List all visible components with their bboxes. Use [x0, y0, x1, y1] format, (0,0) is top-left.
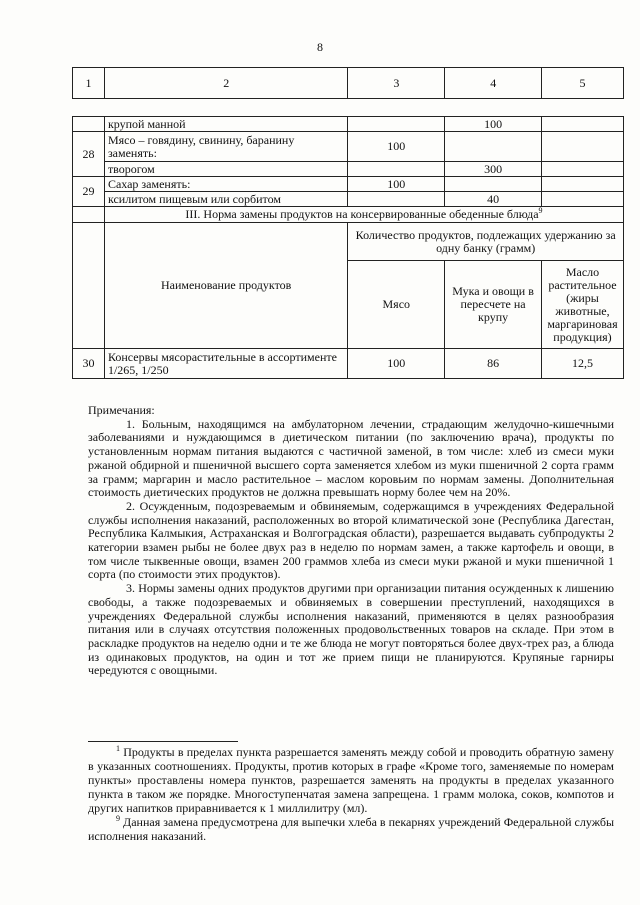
footnote: $^9$ Данная замена предусмотрена для выпечки хлеба в пекарнях учреждений Федеральной службы исполнения наказаний. — [88, 814, 615, 843]
header-table — [72, 67, 624, 99]
product-name: ксилитом пищевым или сорбитом — [104, 192, 347, 207]
product-name: Сахар заменять: — [104, 177, 347, 192]
col-header-meat: Мясо — [348, 261, 445, 349]
footnote-divider — [88, 741, 238, 742]
section-row — [73, 207, 624, 223]
product-name: Мясо – говядину, свинину, баранину заменять: — [104, 132, 347, 162]
value-cell: 300 — [445, 162, 542, 177]
replacement-table — [72, 116, 624, 379]
header-col-3: 3 — [348, 68, 445, 99]
note-paragraph: 2. Осужденным, подозреваемым и обвиняемым, содержащимся в учреждениях Федеральной службы исполнения наказаний, расположенных во второй климатической зоне (Республика Дагестан, Республика Калмыкия, Астраханская и Волгоградская области), разрешается выдавать субпродукты 2 категории взамен рыбы не более двух раз в неделю по нормам замен, а также картофель и овощи, в том числе тыквенные овощи, взамен 200 граммов хлеба из смеси муки ржаной и муки пшеничной 1 сорта (по стоимости этих продуктов). — [88, 498, 614, 582]
table-row — [73, 132, 624, 162]
value-cell: 86 — [445, 349, 542, 379]
table-row — [73, 117, 624, 132]
page-number: 8 — [317, 40, 323, 54]
value-cell: 100 — [445, 117, 542, 132]
product-name: Консервы мясорастительные в ассортименте 1/265, 1/250 — [104, 349, 347, 379]
col-header-oil: Масло растительное (жиры животные, маргариновая продукция) — [541, 261, 623, 349]
row-number: 28 — [73, 132, 105, 177]
table-row — [73, 162, 624, 177]
value-cell: 100 — [348, 132, 445, 162]
value-cell: 40 — [445, 192, 542, 207]
value-cell: 100 — [348, 349, 445, 379]
footnote-mark: 9 — [538, 206, 543, 215]
table-row — [73, 223, 624, 261]
note-paragraph: 1. Больным, находящимся на амбулаторном лечении, страдающим желудочно-кишечными заболеваниями и нуждающимся в диетическом питании (по заключению врача), продукты по установленным нормам питания выдаются с частичной заменой, в том числе: хлеб из смеси муки ржаной обдирной и пшеничной высшего сорта заменяется хлебом из муки пшеничной 2 сорта грамм за грамм; маргарин и масло растительное – маслом коровьим по нормам замены. Дополнительная стоимость диетических продуктов не должна превышать норму более чем на 20%. — [88, 416, 614, 500]
header-col-4: 4 — [445, 68, 542, 99]
footnote-mark: 1 — [116, 744, 120, 753]
table-row — [73, 192, 624, 207]
header-col-1: 1 — [73, 68, 105, 99]
value-cell: 100 — [348, 177, 445, 192]
col-header-qty: Количество продуктов, подлежащих удержанию за одну банку (грамм) — [348, 223, 624, 261]
header-col-2: 2 — [104, 68, 348, 99]
row-number: 30 — [73, 349, 105, 379]
col-header-name: Наименование продуктов — [104, 223, 347, 349]
note-paragraph: 3. Нормы замены одних продуктов другими при организации питания осужденных к лишению свободы, а также подозреваемых и обвиняемых в совершении преступлений, находящихся в учреждениях Федеральной службы исполнения наказаний, применяются в целях разнообразия питания или в случаях отсутствия положенных продовольственных товаров на складе. При этом в раскладке продуктов на неделю одни и те же блюда не могут повторяться более двух-трех раз, а блюда из одинаковых продуктов, на один и тот же прием пищи не планируются. Крупяные гарниры чередуются с овощными. — [88, 581, 614, 678]
table-row — [73, 177, 624, 192]
product-name: крупой манной — [104, 117, 347, 132]
footnote-mark: 9 — [116, 814, 120, 823]
notes-section — [88, 404, 614, 678]
table-row — [73, 349, 624, 379]
footnote: $^1$ Продукты в пределах пункта разрешается заменять между собой и проводить обратную замену в указанных соотношениях. Продукты, против которых в графе «Кроме того, заменяемые по номерам пункты» проставлены номера пунктов, разрешается заменять на продукты в пределах указанного пункта в таком же порядке. Многоступенчатая замена запрещена. 1 грамм молока, соков, компотов и других напитков приравнивается к 1 миллилитру (мл). — [88, 744, 614, 815]
footnotes — [88, 745, 614, 843]
row-number: 29 — [73, 177, 105, 207]
section-title: III. Норма замены продуктов на консервированные обеденные блюда$^9$ — [104, 207, 623, 223]
product-name: творогом — [104, 162, 347, 177]
notes-title: Примечания: — [88, 403, 155, 417]
header-col-5: 5 — [542, 68, 624, 99]
value-cell: 12,5 — [541, 349, 623, 379]
col-header-flour: Мука и овощи в пересчете на крупу — [445, 261, 542, 349]
